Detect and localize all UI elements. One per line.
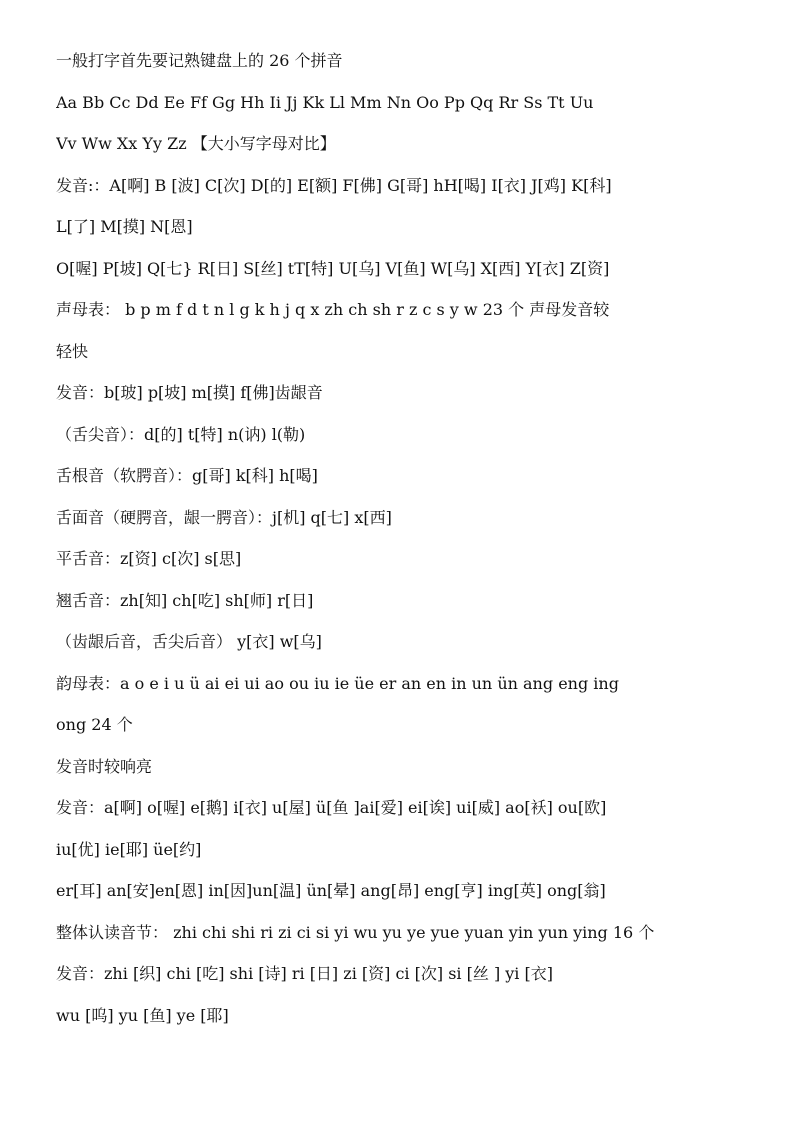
whole-syllables-pronunciation-line-2: wu [呜] yu [鱼] ye [耶]: [56, 1005, 229, 1025]
whole-syllables-line: 整体认读音节： zhi chi shi ri zi ci si yi wu yu ye yue yuan yin yun ying 16 个: [56, 922, 655, 942]
letter-pronunciation-line-1: 发音:：A[啊] B [波] C[次] D[的] E[额] F[佛] G[哥] hH[喝] I[衣] J[鸡] K[科]: [56, 175, 612, 195]
finals-table-line: 韵母表：a o e i u ü ai ei ui ao ou iu ie üe er an en in un ün ang eng ing: [56, 673, 619, 693]
alphabet-line-1: Aa Bb Cc Dd Ee Ff Gg Hh Ii Jj Kk Ll Mm Nn Oo Pp Qq Rr Ss Tt Uu: [56, 92, 594, 112]
finals-note-line: 发音时较响亮: [56, 756, 153, 776]
alphabet-line-2: Vv Ww Xx Yy Zz 【大小写字母对比】: [56, 134, 336, 153]
whole-syllables-pronunciation-line-1: 发音：zhi [织] chi [吃] shi [诗] ri [日] zi [资] ci [次] si [丝 ] yi [衣]: [56, 964, 553, 983]
document-body: [56, 40, 746, 1036]
retroflex-initials-line: 翘舌音：zh[知] ch[吃] sh[师] r[日]: [56, 590, 314, 610]
postalveolar-initials-line: （齿龈后音，舌尖后音） y[衣] w[乌]: [56, 632, 322, 651]
letter-pronunciation-line-3: O[喔] P[坡] Q[七} R[日] S[丝] tT[特] U[乌] V[鱼] W[乌] X[西] Y[衣] Z[资]: [56, 258, 610, 278]
finals-table-continuation: ong 24 个: [56, 715, 133, 734]
apical-initials-line: （舌尖音）：d[的] t[特] n(讷) l(勒): [56, 424, 306, 444]
finals-pronunciation-line-3: er[耳] an[安]en[恩] in[因]un[温] ün[晕] ang[昂] eng[亨] ing[英] ong[翁]: [56, 881, 606, 900]
initials-table-continuation: 轻快: [56, 341, 89, 361]
velar-initials-line: 舌根音（软腭音）：g[哥] k[科] h[喝]: [56, 466, 318, 485]
labial-initials-line: 发音：b[玻] p[坡] m[摸] f[佛]齿龈音: [56, 383, 323, 402]
flat-tongue-initials-line: 平舌音：z[资] c[次] s[思]: [56, 549, 242, 568]
finals-pronunciation-line-2: iu[优] ie[耶] üe[约]: [56, 839, 202, 859]
initials-table-line: 声母表： b p m f d t n l g k h j q x zh ch sh r z c s y w 23 个 声母发音较: [56, 300, 610, 319]
intro-line: 一般打字首先要记熟键盘上的 26 个拼音: [56, 51, 343, 70]
finals-pronunciation-line-1: 发音：a[啊] o[喔] e[鹅] i[衣] u[屋] ü[鱼 ]ai[爱] ei[诶] ui[威] ao[袄] ou[欧]: [56, 798, 607, 817]
letter-pronunciation-line-2: L[了] M[摸] N[恩]: [56, 217, 193, 236]
palatal-initials-line: 舌面音（硬腭音，龈一腭音）：j[机] q[七] x[西]: [56, 507, 392, 527]
